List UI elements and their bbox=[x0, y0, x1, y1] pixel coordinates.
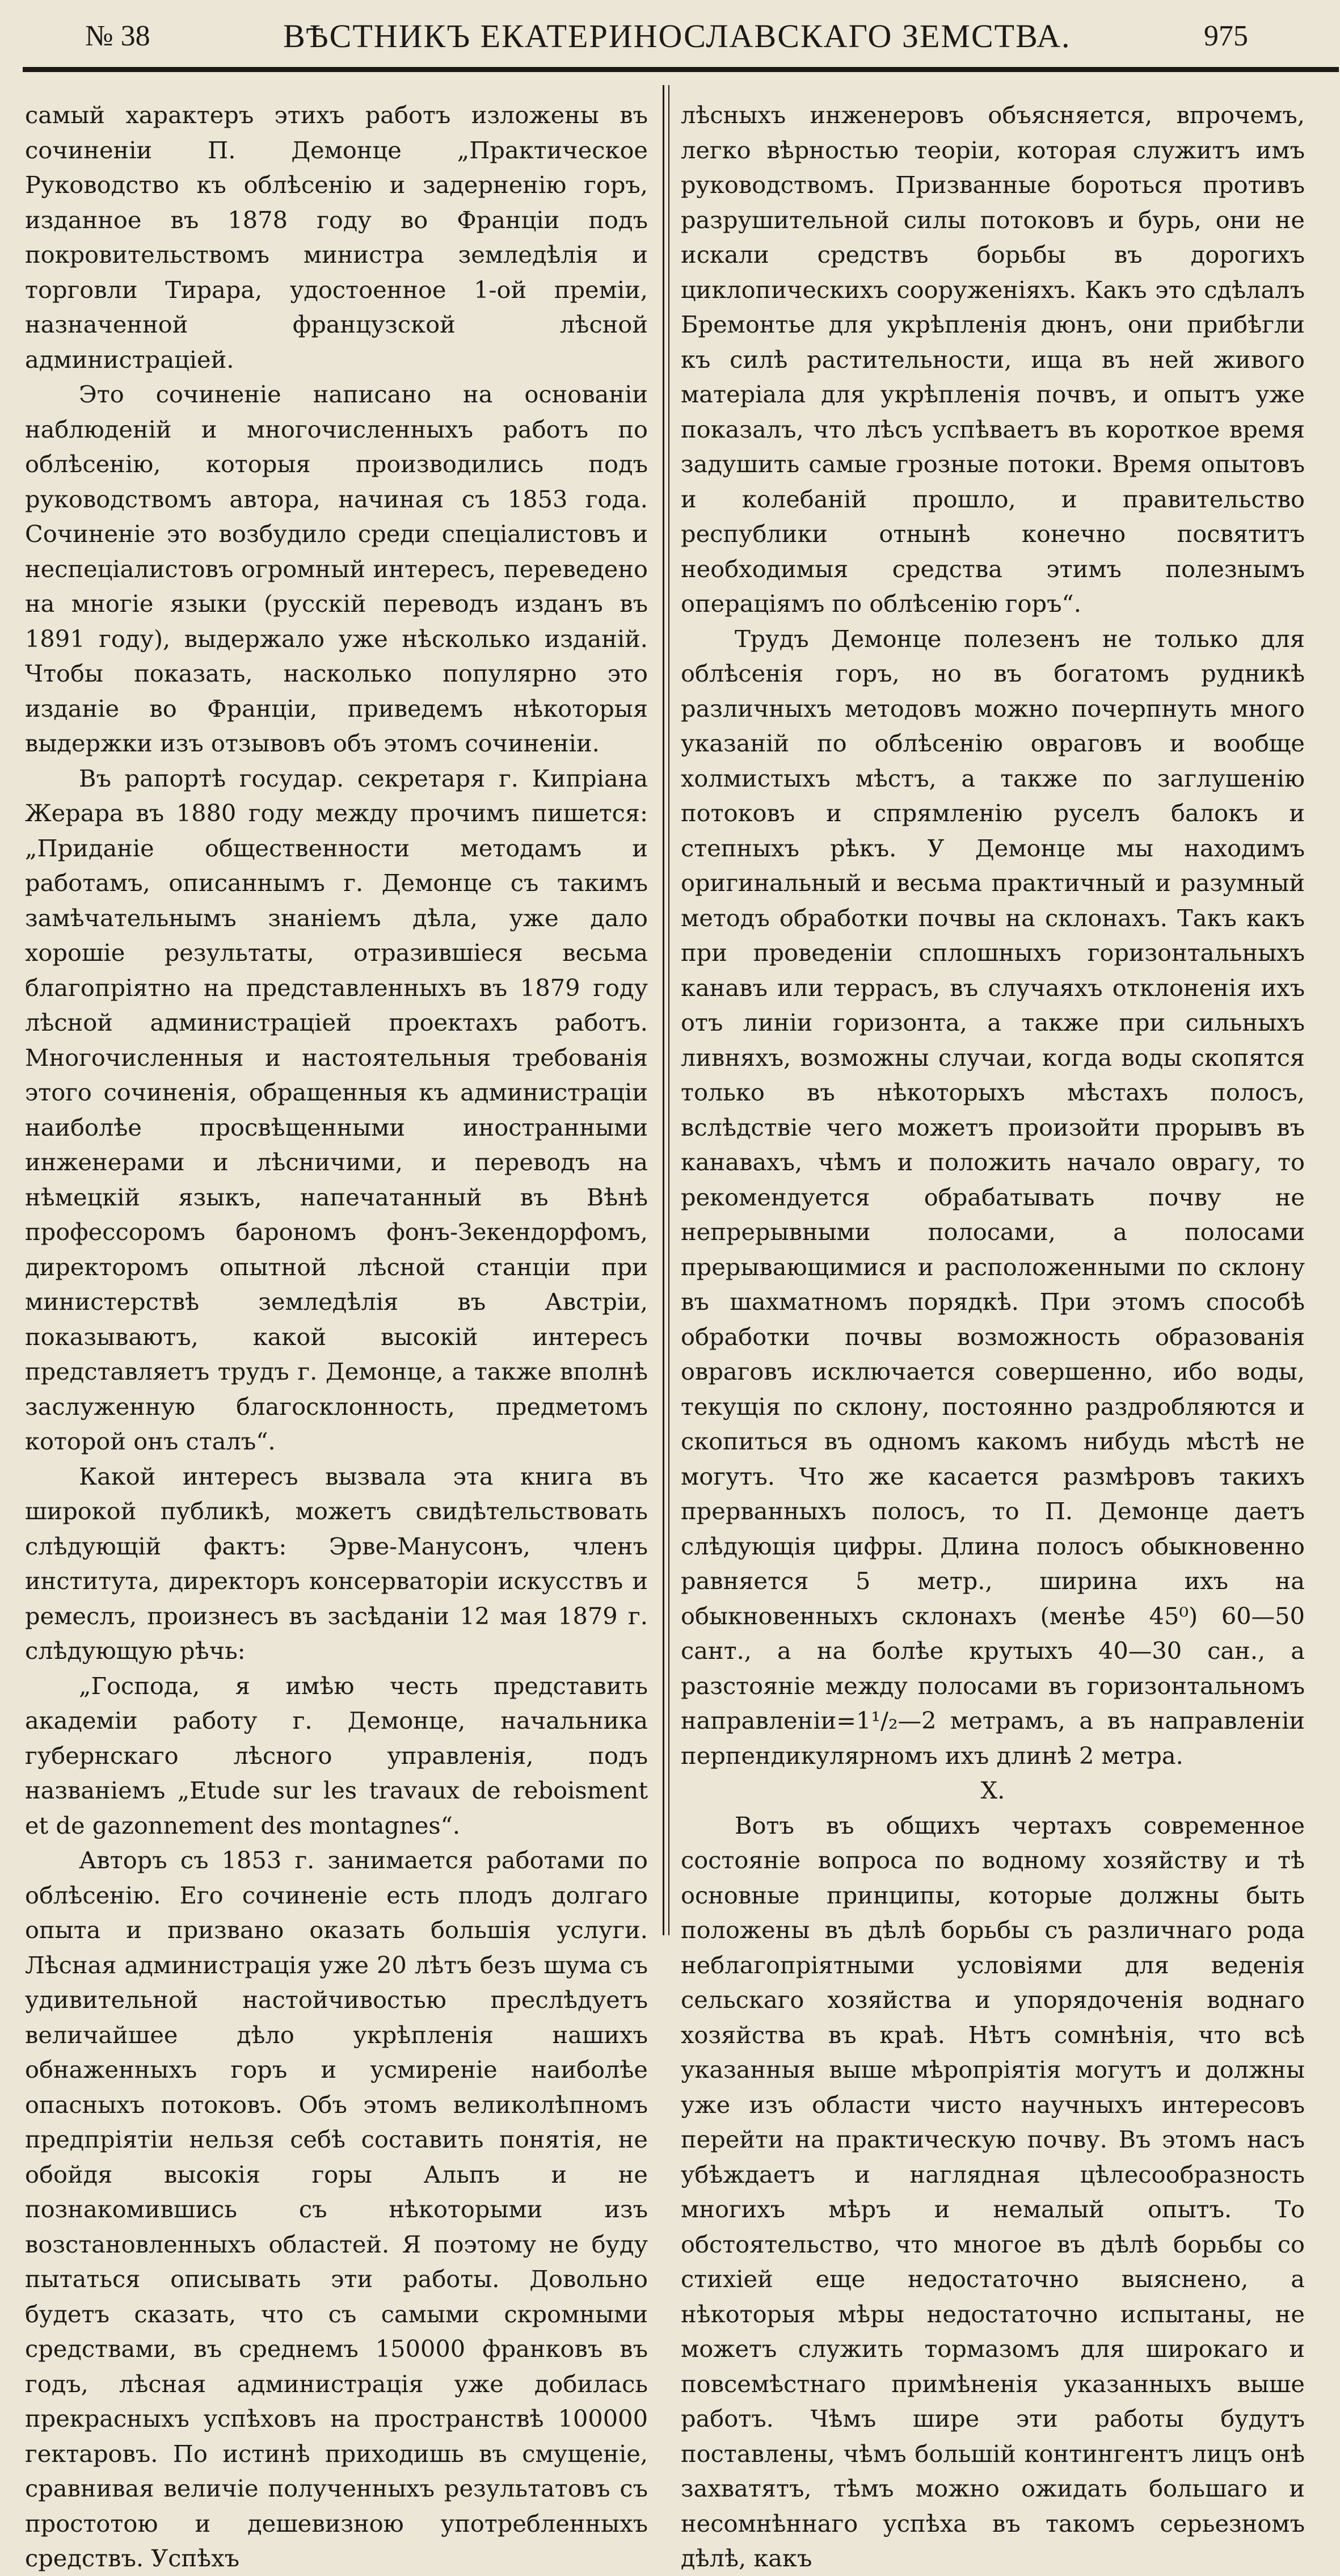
left-paragraph-6: Авторъ съ 1853 г. занимается работами по облѣсенію. Его сочиненіе есть плодъ долгаго опыта и призвано оказать большія услуги. Лѣсная администрація уже 20 лѣтъ безъ шума съ удивительной настойчивостью преслѣдуетъ величайшее дѣло укрѣпленія нашихъ обнаженныхъ горъ и усмиреніе наиболѣе опасныхъ потоковъ. Объ этомъ великолѣпномъ предпріятіи нельзя себѣ составить понятія, не обойдя высокія горы Альпъ и не познакомившись съ нѣкоторыми изъ возстановленныхъ областей. Я поэтому не буду пытаться описывать эти работы. Довольно будетъ сказать, что съ самыми скромными средствами, въ среднемъ 150000 франковъ въ годъ, лѣсная администрація уже добилась прекрасныхъ успѣховъ на пространствѣ 100000 гектаровъ. По истинѣ приходишь въ смущеніе, сравнивая величіе полученныхъ результатовъ съ простотою и дешевизною употребленныхъ средствъ. Успѣхъ bbox=[25, 1846, 648, 2572]
issue-number: № 38 bbox=[85, 19, 150, 52]
left-paragraph-5: „Господа, я имѣю честь представить академіи работу г. Демонце, начальника губернскаго лѣсного управленія, подъ названіемъ „Etude sur les travaux de reboisment et de gazonnement des montagnes“. bbox=[25, 1671, 648, 1839]
column-divider-inner bbox=[668, 85, 669, 1935]
right-column bbox=[681, 98, 1305, 2576]
right-paragraph-3: Вотъ въ общихъ чертахъ современное состояніе вопроса по водному хозяйству и тѣ основные принципы, которые должны быть положены въ дѣлѣ борьбы съ различнаго рода неблагопріятными условіями для веденія сельскаго хозяйства и упорядоченія воднаго хозяйства въ краѣ. Нѣтъ сомнѣнія, что всѣ указанныя выше мѣропріятія могутъ и должны уже изъ области чисто научныхъ интересовъ перейти на практическую почву. Въ этомъ насъ убѣждаетъ и наглядная цѣлесообразность многихъ мѣръ и немалый опытъ. То обстоятельство, что многое въ дѣлѣ борьбы со стихіей еще недостаточно выяснено, а нѣкоторыя мѣры недостаточно испытаны, не можетъ служить тормазомъ для широкаго и повсемѣстнаго примѣненія указанныхъ выше работъ. Чѣмъ шире эти работы будутъ поставлены, чѣмъ большій контингентъ лицъ онѣ захватятъ, тѣмъ можно ожидать большаго и несомнѣннаго успѣха въ такомъ серьезномъ дѣлѣ, какъ bbox=[681, 1811, 1305, 2572]
column-divider bbox=[663, 85, 664, 1935]
right-paragraph-1: лѣсныхъ инженеровъ объясняется, впрочемъ, легко вѣрностью теоріи, которая служитъ имъ руководствомъ. Призванные бороться противъ разрушительной силы потоковъ и бурь, они не искали средствъ борьбы въ дорогихъ циклопическихъ сооруженіяхъ. Какъ это сдѣлалъ Бремонтье для укрѣпленія дюнъ, они прибѣгли къ силѣ растительности, ища въ ней живого матеріала для укрѣпленія почвъ, и опытъ уже показалъ, что лѣсъ успѣваетъ въ короткое время задушить самые грозные потоки. Время опытовъ и колебаній прошло, и правительство республики отнынѣ конечно посвятитъ необходимыя средства этимъ полезнымъ операціямъ по облѣсенію горъ“. bbox=[681, 101, 1305, 617]
right-paragraph-2: Трудъ Демонце полезенъ не только для облѣсенія горъ, но въ богатомъ рудникѣ различныхъ методовъ можно почерпнуть много указаній по облѣсенію овраговъ и вообще холмистыхъ мѣстъ, а также по заглушенію потоковъ и спрямленію руселъ балокъ и степныхъ рѣкъ. У Демонце мы находимъ оригинальный и весьма практичный и разумный методъ обработки почвы на склонахъ. Такъ какъ при проведеніи сплошныхъ горизонтальныхъ канавъ или террасъ, въ случаяхъ отклоненія ихъ отъ линіи горизонта, а также при сильныхъ ливняхъ, возможны случаи, когда воды скопятся только въ нѣкоторыхъ мѣстахъ полосъ, вслѣдствіе чего можетъ произойти прорывъ въ канавахъ, чѣмъ и положить начало оврагу, то рекомендуется обрабатывать почву не непрерывными полосами, а полосами прерывающимися и расположенными по склону въ шахматномъ порядкѣ. При этомъ способѣ обработки почвы возможность образованія овраговъ исключается совершенно, ибо воды, текущія по склону, постоянно раздробляются и скопиться въ одномъ какомъ нибудь мѣстѣ не могутъ. Что же касается размѣровъ такихъ прерванныхъ полосъ, то П. Демонце даетъ слѣдующія цифры. Длина полосъ обыкновенно равняется 5 метр., ширина ихъ на обыкновенныхъ склонахъ (менѣе 45⁰) 60—50 сант., а на болѣе крутыхъ 40—30 сан., а разстояніе между полосами въ горизонтальномъ направленіи=1¹/₂—2 метрамъ, а въ направленіи перпендикулярномъ ихъ длинѣ 2 метра. bbox=[681, 624, 1305, 1770]
left-paragraph-2: Это сочиненіе написано на основаніи наблюденій и многочисленныхъ работъ по облѣсенію, которыя производились подъ руководствомъ автора, начиная съ 1853 года. Сочиненіе это возбудило среди спеціалистовъ и неспеціалистовъ огромный интересъ, переведено на многіе языки (русскій переводъ изданъ въ 1891 году), выдержало уже нѣсколько изданій. Чтобы показать, насколько популярно это изданіе во Франціи, приведемъ нѣкоторыя выдержки изъ отзывовъ объ этомъ сочиненіи. bbox=[25, 380, 648, 757]
journal-title: ВѢСТНИКЪ ЕКАТЕРИНОСЛАВСКАГО ЗЕМСТВА. bbox=[283, 17, 1071, 54]
left-paragraph-1: самый характеръ этихъ работъ изложены въ сочиненіи П. Демонце „Практическое Руководство къ облѣсенію и задерненію горъ, изданное въ 1878 году во Франціи подъ покровительствомъ министра земледѣлія и торговли Тирара, удостоенное 1-ой преміи, назначенной французской лѣсной администраціей. bbox=[25, 101, 648, 373]
page-number: 975 bbox=[1203, 19, 1248, 52]
header-rule bbox=[23, 67, 1339, 72]
page-header bbox=[85, 10, 1248, 61]
left-paragraph-3: Въ рапортѣ государ. секретаря г. Кипріана Жерара въ 1880 году между прочимъ пишется: „Приданіе общественности методамъ и работамъ, описаннымъ г. Демонце съ такимъ замѣчательнымъ знаніемъ дѣла, уже дало хорошіе результаты, отразившіеся весьма благопріятно на представленныхъ въ 1879 году лѣсной администраціей проектахъ работъ. Многочисленныя и настоятельныя требованія этого сочиненія, обращенныя къ администраціи наиболѣе просвѣщенными иностранными инженерами и лѣсничими, и переводъ на нѣмецкій языкъ, напечатанный въ Вѣнѣ профессоромъ барономъ фонъ-Зекендорфомъ, директоромъ опытной лѣсной станціи при министерствѣ земледѣлія въ Австріи, показываютъ, какой высокій интересъ представляетъ трудъ г. Демонце, а также вполнѣ заслуженную благосклонность, предметомъ которой онъ сталъ“. bbox=[25, 764, 648, 1455]
left-column bbox=[25, 98, 648, 2576]
section-heading: X. bbox=[980, 1776, 1005, 1804]
left-paragraph-4: Какой интересъ вызвала эта книга въ широкой публикѣ, можетъ свидѣтельствовать слѣдующій фактъ: Эрве-Манусонъ, членъ института, директоръ консерваторіи искусствъ и ремеслъ, произнесъ въ засѣданіи 12 мая 1879 г. слѣдующую рѣчь: bbox=[25, 1462, 648, 1665]
